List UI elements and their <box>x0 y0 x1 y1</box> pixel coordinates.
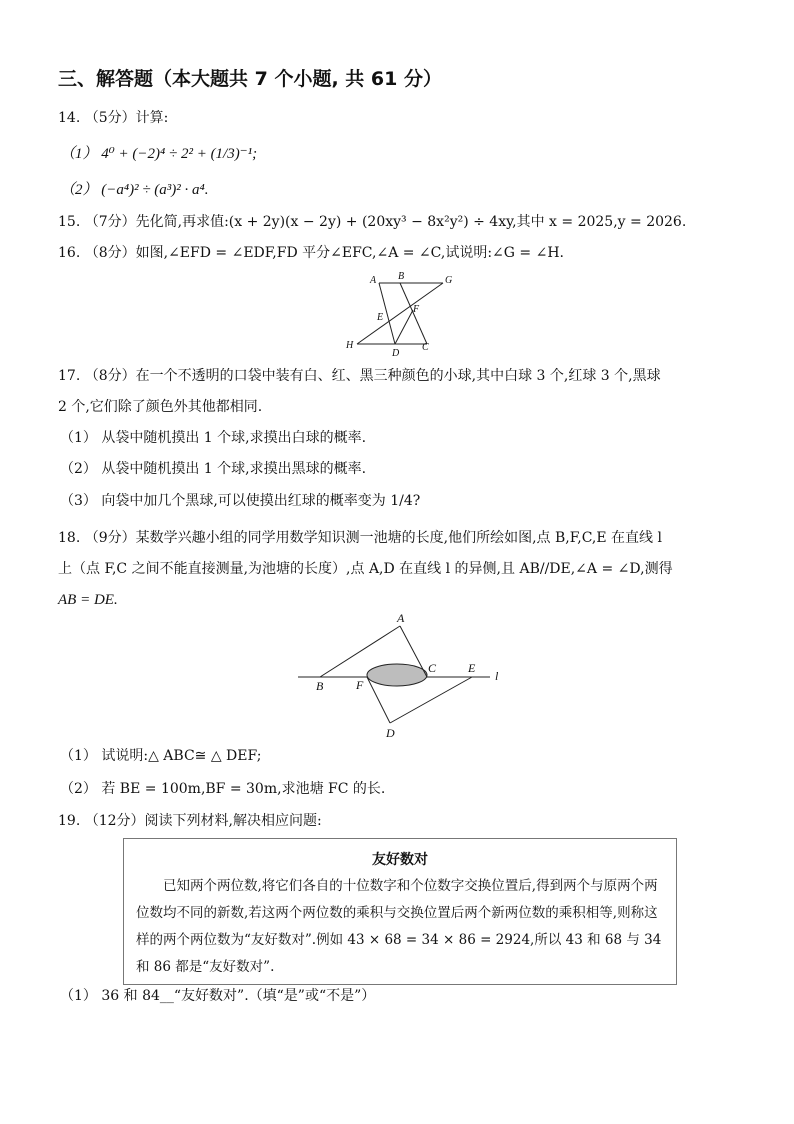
box-text <box>136 873 666 981</box>
fig16-label-C: C <box>422 342 429 353</box>
q18-part2: （2） 若 BE = 100m,BF = 30m,求池塘 FC 的长. <box>60 781 386 797</box>
q14-part1: （1） 4⁰ + (−2)⁴ ÷ 2² + (1/3)⁻¹; <box>60 146 258 162</box>
fig18-label-D: D <box>386 726 395 740</box>
q19-part1: （1） 36 和 84__“友好数对”.（填“是”或“不是”） <box>60 988 376 1004</box>
q15-stem: 15. （7分）先化简,再求值:(x + 2y)(x − 2y) + (20xy³ − 8x²y²) ÷ 4xy,其中 x = 2025,y = 2026. <box>58 214 687 230</box>
q17-stem-line2: 2 个,它们除了颜色外其他都相同. <box>58 399 263 415</box>
q14-stem: 14. （5分）计算: <box>58 110 169 126</box>
pond-ellipse <box>367 664 427 686</box>
q17-stem-line1: 17. （8分）在一个不透明的口袋中装有白、红、黑三种颜色的小球,其中白球 3 个,红球 3 个,黑球 <box>58 368 661 384</box>
box-title: 友好数对 <box>372 852 428 868</box>
fig16-label-F: F <box>413 304 420 315</box>
q18-stem-line3: AB = DE. <box>58 592 118 608</box>
fig16-label-B: B <box>398 271 405 282</box>
fig18-label-E: E <box>468 661 476 675</box>
fig16-label-D: D <box>392 348 400 359</box>
fig16-label-G: G <box>445 275 453 286</box>
q17-part3: （3） 向袋中加几个黑球,可以使摸出红球的概率变为 1/4? <box>60 493 421 509</box>
section-heading: 三、解答题（本大题共 7 个小题, 共 61 分） <box>58 68 442 90</box>
q18-part1: （1） 试说明:△ ABC≅ △ DEF; <box>60 748 262 764</box>
q18-figure <box>290 610 520 742</box>
fig18-label-C: C <box>428 661 437 675</box>
fig18-label-A: A <box>397 611 405 625</box>
fig16-label-H: H <box>346 340 354 351</box>
q14-part2: （2） (−a⁴)² ÷ (a³)² · a⁴. <box>60 182 209 198</box>
q16-stem: 16. （8分）如图,∠EFD = ∠EDF,FD 平分∠EFC,∠A = ∠C,试说明:∠G = ∠H. <box>58 245 564 261</box>
fig16-label-A: A <box>370 275 377 286</box>
q16-figure <box>340 268 460 360</box>
fig18-label-B: B <box>316 679 324 693</box>
q17-part1: （1） 从袋中随机摸出 1 个球,求摸出白球的概率. <box>60 430 367 446</box>
q19-stem: 19. （12分）阅读下列材料,解决相应问题: <box>58 813 322 829</box>
q18-stem-line2: 上（点 F,C 之间不能直接测量,为池塘的长度）,点 A,D 在直线 l 的异侧,且 AB//DE,∠A = ∠D,测得 <box>58 561 673 577</box>
fig18-label-F: F <box>356 678 364 692</box>
q17-part2: （2） 从袋中随机摸出 1 个球,求摸出黑球的概率. <box>60 461 367 477</box>
box-paragraph: 已知两个两位数,将它们各自的十位数字和个位数字交换位置后,得到两个与原两个两位数均不同的新数,若这两个两位数的乘积与交换位置后两个新两位数的乘积相等,则称这样的两个两位数为“友好数对”.例如 43 × 68 = 34 × 86 = 2924,所以 43 和 68 与 34 和 86 都是“友好数对”. <box>136 878 662 975</box>
fig18-label-l: l <box>495 669 499 683</box>
q18-stem-line1: 18. （9分）某数学兴趣小组的同学用数学知识测一池塘的长度,他们所绘如图,点 B,F,C,E 在直线 l <box>58 530 662 546</box>
fig16-label-E: E <box>377 312 384 323</box>
friendly-pair-box <box>123 838 677 985</box>
